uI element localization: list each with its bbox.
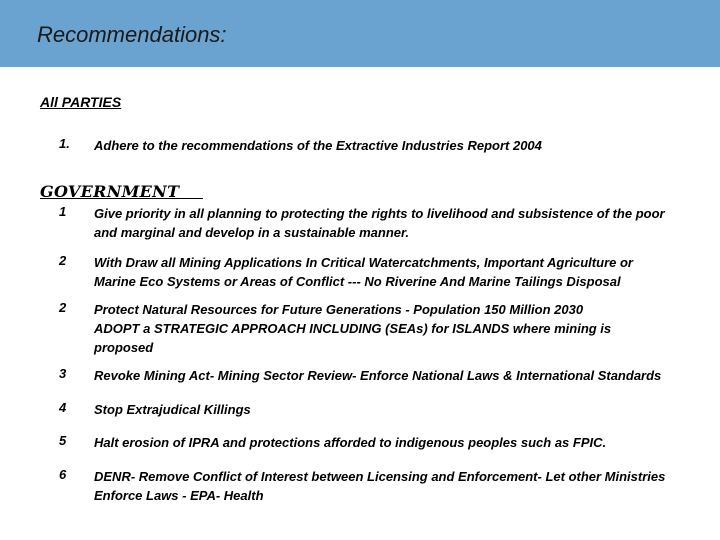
all-parties-heading: All PARTIES — [40, 94, 122, 110]
item-text: Stop Extrajudical Killings — [94, 402, 251, 417]
item-number: 5 — [59, 433, 67, 448]
item-text: Protect Natural Resources for Future Generations - Population 150 Million 2030 ADOPT a STRATEGIC APPROACH INCLUDING (SEAs) for ISLANDS where mining is proposed — [94, 302, 612, 355]
item-number: 1 — [59, 204, 67, 219]
item-text: DENR- Remove Conflict of Interest between Licensing and Enforcement- Let other Ministries Enforce Laws - EPA- Health — [94, 469, 666, 503]
item-number: 1. — [59, 136, 70, 151]
item-number: 4 — [59, 400, 67, 415]
slide-title: Recommendations: — [37, 22, 227, 47]
item-text: Adhere to the recommendations of the Extractive Industries Report 2004 — [94, 138, 542, 153]
government-heading-text: GOVERNMENT — [40, 182, 180, 201]
government-heading — [40, 182, 203, 201]
item-number: 2 — [59, 300, 67, 315]
item-number: 6 — [59, 467, 67, 482]
item-text: Revoke Mining Act- Mining Sector Review- Enforce National Laws & International Standards — [94, 368, 662, 383]
item-number: 2 — [59, 253, 67, 268]
item-text: Give priority in all planning to protecting the rights to livelihood and subsistence of the poor and marginal and develop in a sustainable manner. — [94, 206, 665, 240]
item-text: With Draw all Mining Applications In Critical Watercatchments, Important Agriculture or Marine Eco Systems or Areas of Conflict --- No Riverine And Marine Tailings Disposal — [94, 255, 633, 289]
item-text: Halt erosion of IPRA and protections afforded to indigenous peoples such as FPIC. — [94, 435, 607, 450]
title-bar — [0, 0, 720, 67]
item-number: 3 — [59, 366, 67, 381]
